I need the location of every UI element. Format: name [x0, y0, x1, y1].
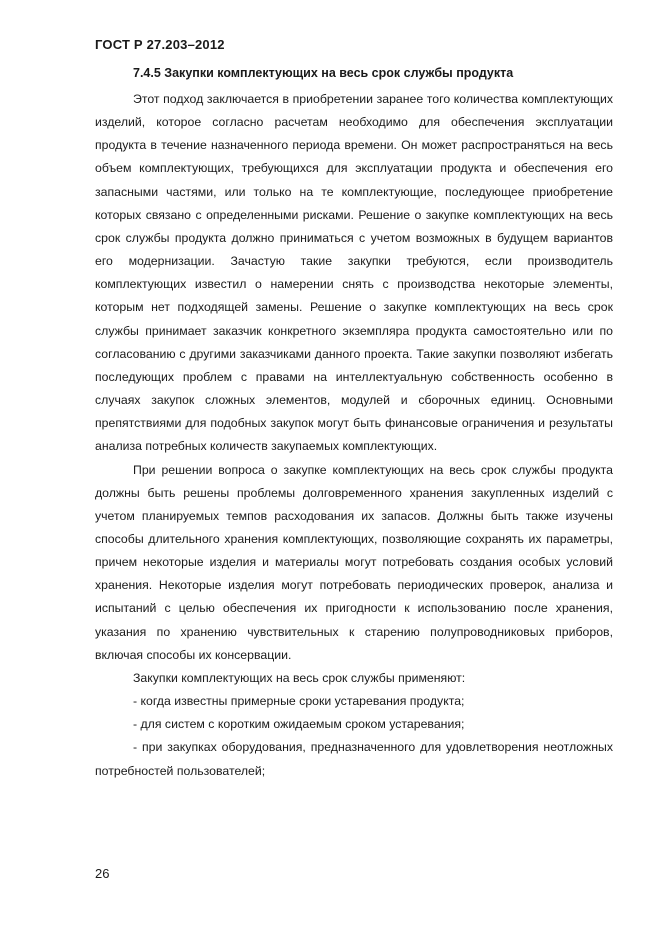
list-item: - когда известны примерные сроки устаревания продукта; [133, 694, 465, 709]
paragraph-approach: Этот подход заключается в приобретении заранее того количества комплектующих изделий, которое согласно расчетам необходимо для обеспечения эксплуатации продукта в течение назначенного периода времени. Он может распространяться на весь объем комплектующих, требующихся для эксплуатации продукта и обеспечения его запасными частями, или только на те комплектующие, последующее приобретение которых связано с определенными рисками. Решение о закупке комплектующих на весь срок службы продукта должно приниматься с учетом возможных в будущем вариантов его модернизации. Зачастую такие закупки требуются, если производитель комплектующих известил о намерении снять с производства некоторые элементы, которым нет подходящей замены. Решение о закупке комплектующих на весь срок службы принимает заказчик конкретного экземпляра продукта самостоятельно или по согласованию с другими заказчиками данного проекта. Такие закупки позволяют избегать последующих проблем с правами на интеллектуальную собственность особенно в случаях закупок сложных элементов, модулей и сборочных единиц. Основными препятствиями для подобных закупок могут быть финансовые ограничения и результаты анализа потребных количеств закупаемых комплектующих. [95, 92, 613, 454]
list-item: - при закупках оборудования, предназначенного для удовлетворения неотложных потребностей пользователей; [95, 740, 613, 778]
body-text [95, 88, 613, 783]
page-number: 26 [95, 866, 110, 881]
list-item: - для систем с коротким ожидаемым сроком устаревания; [133, 717, 465, 732]
standard-designation: ГОСТ Р 27.203–2012 [95, 37, 225, 52]
paragraph-storage: При решении вопроса о закупке комплектующих на весь срок службы продукта должны быть решены проблемы долговременного хранения закупленных изделий с учетом планируемых темпов расходования их запасов. Должны быть также изучены способы длительного хранения комплектующих, позволяющие сохранять их параметры, причем некоторые изделия и материалы могут потребовать создания особых условий хранения. Некоторые изделия могут потребовать периодических проверок, анализа и испытаний с целью обеспечения их пригодности к использованию после хранения, указания по хранению чувствительных к старению полупроводниковых приборов, включая способы их консервации. [95, 462, 613, 662]
section-heading: 7.4.5 Закупки комплектующих на весь срок службы продукта [133, 66, 514, 80]
paragraph-usage-intro: Закупки комплектующих на весь срок службы применяют: [133, 670, 466, 685]
